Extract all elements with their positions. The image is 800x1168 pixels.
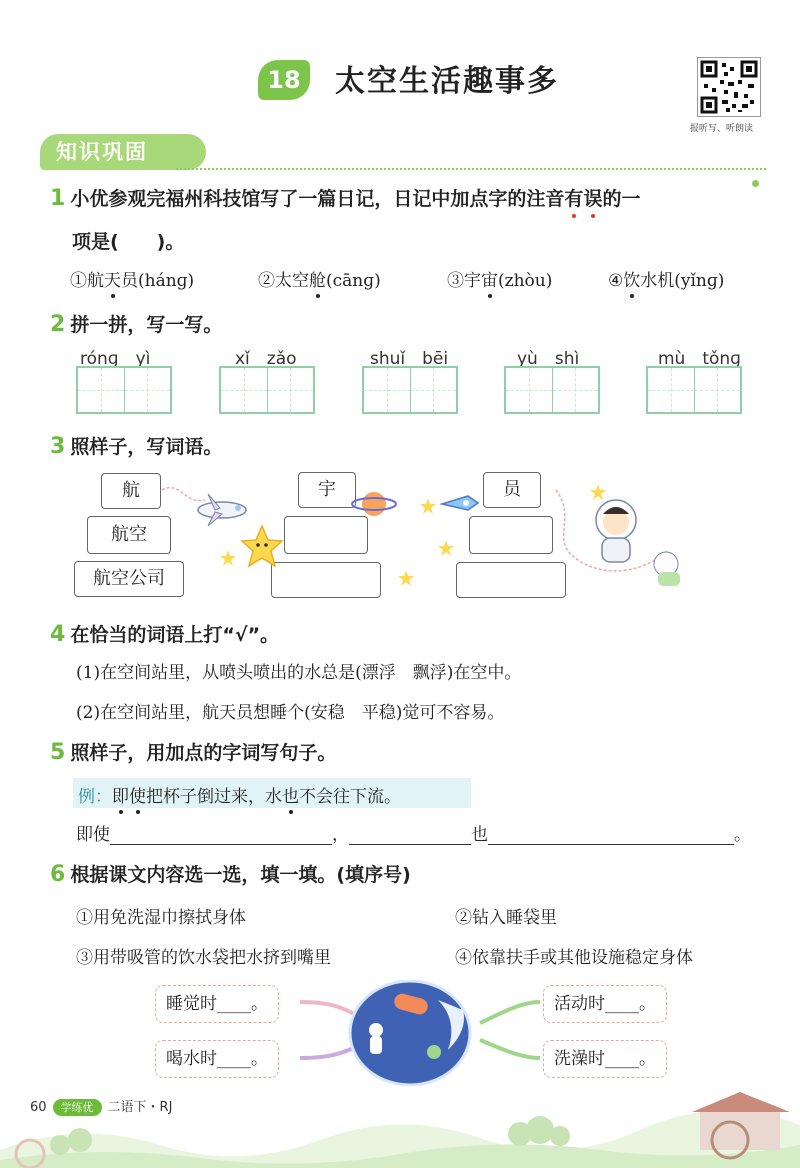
opt2-dot: 舱 — [309, 266, 326, 291]
q5-number: 5 — [50, 740, 66, 765]
q1-text — [70, 188, 640, 210]
word-box-yuan: 员 — [483, 472, 541, 508]
qr-caption: 报听写、听朗读 — [690, 124, 754, 134]
q1-number: 1 — [50, 186, 66, 211]
opt3-dot: 宙 — [481, 266, 498, 291]
fill-start: 即使 — [76, 825, 110, 845]
divider-dot — [752, 180, 759, 187]
blank-line[interactable] — [110, 826, 332, 845]
q4-heading — [50, 620, 279, 647]
example-mid: 把杯子倒过来，水 — [146, 787, 282, 807]
q4-item-2[interactable]: (2)在空间站里，航天员想睡个(安稳 平稳)觉可不容易。 — [76, 703, 505, 723]
q5-text: 照样子，用加点的字词写句子。 — [70, 742, 337, 764]
q6-option-4: ④依靠扶手或其他设施稳定身体 — [455, 948, 693, 968]
opt3-post: (zhòu) — [498, 271, 553, 291]
footer-info — [30, 1096, 172, 1116]
opt1-dot: 天 — [104, 266, 121, 291]
opt4-pre: ④ — [608, 271, 624, 291]
qr-code[interactable] — [697, 57, 761, 117]
q5-fill-line — [76, 820, 751, 845]
q2-pinyin-5: mù tǒnɡ — [658, 349, 741, 369]
opt4-dot: 饮 — [623, 266, 640, 291]
example-prefix: 例： — [78, 787, 112, 807]
example-dot-ye: 也 — [282, 782, 299, 807]
q6-text: 根据课文内容选一选，填一填。(填序号) — [70, 864, 411, 886]
q4-text: 在恰当的词语上打“√”。 — [70, 624, 280, 646]
q1-text-a: 小优参观完福州科技馆写了一篇日记，日记中加点字的注音 — [70, 188, 565, 210]
q6-option-1: ①用免洗湿巾擦拭身体 — [76, 908, 246, 928]
fill-mid: 也 — [471, 825, 488, 845]
activity-box[interactable]: 活动时____。 — [543, 985, 667, 1023]
q6-option-2: ②钻入睡袋里 — [455, 908, 557, 928]
word-box-hangkong: 航空 — [87, 516, 171, 554]
sleep-box[interactable]: 睡觉时____。 — [155, 985, 279, 1023]
word-box-hang: 航 — [101, 473, 161, 509]
bath-box[interactable]: 洗澡时____。 — [543, 1040, 667, 1078]
q1-dot-wu: 误 — [583, 184, 602, 211]
drink-box[interactable]: 喝水时____。 — [155, 1040, 279, 1078]
example-dot-ji: 即 — [112, 782, 129, 807]
fill-end: 。 — [734, 825, 751, 845]
blank-line[interactable] — [349, 826, 471, 845]
q1-text-b: 的一 — [602, 188, 641, 210]
q5-heading — [50, 738, 336, 765]
word-box-yu: 宇 — [298, 472, 356, 508]
word-box-hangkonggongsi: 航空公司 — [74, 561, 184, 597]
q1-option-2[interactable] — [258, 266, 381, 291]
q2-pinyin-3: shuǐ bēi — [370, 349, 449, 369]
course-label: 二语下・RJ — [107, 1100, 173, 1115]
q2-number: 2 — [50, 312, 66, 337]
writing-grid[interactable] — [76, 366, 172, 414]
space-scene-icon — [348, 980, 472, 1086]
blank-line[interactable] — [488, 826, 734, 845]
q6-number: 6 — [50, 862, 66, 887]
q1-line2: 项是( )。 — [72, 231, 185, 253]
q6-option-3: ③用带吸管的饮水袋把水挤到嘴里 — [76, 948, 331, 968]
q4-item-1[interactable]: (1)在空间站里，从喷头喷出的水总是(漂浮 飘浮)在空中。 — [76, 663, 522, 683]
writing-grid[interactable] — [646, 366, 742, 414]
q1-option-1[interactable] — [70, 266, 194, 291]
page-title: 太空生活趣事多 — [335, 64, 559, 99]
star-decorations — [188, 470, 788, 610]
opt2-pre: ②太空 — [258, 271, 309, 291]
example-suffix: 不会往下流。 — [299, 787, 401, 807]
q5-example — [78, 782, 401, 807]
section-header: 知识巩固 — [40, 134, 206, 170]
q3-number: 3 — [50, 434, 66, 459]
writing-grid[interactable] — [504, 366, 600, 414]
q2-text: 拼一拼，写一写。 — [70, 314, 223, 336]
q2-heading — [50, 310, 222, 337]
q1-option-3[interactable] — [447, 266, 552, 291]
opt1-post: 员(hánɡ) — [121, 271, 195, 291]
lesson-number-badge: 18 — [258, 60, 310, 100]
opt3-pre: ③宇 — [447, 271, 481, 291]
q3-heading — [50, 432, 222, 459]
q4-number: 4 — [50, 622, 66, 647]
opt1-pre: ①航 — [70, 271, 104, 291]
q2-pinyin-4: yù shì — [517, 349, 580, 369]
brand-badge: 学练优 — [53, 1099, 102, 1116]
q1-line1 — [50, 184, 640, 211]
writing-grid[interactable] — [219, 366, 315, 414]
section-divider — [176, 168, 766, 170]
writing-grid[interactable] — [362, 366, 458, 414]
page-number: 60 — [30, 1100, 47, 1115]
fill-comma: ， — [332, 825, 349, 845]
q6-heading — [50, 860, 411, 887]
opt2-post: (cānɡ) — [326, 271, 381, 291]
q2-pinyin-1: rónɡ yì — [80, 349, 151, 369]
q1-option-4[interactable] — [608, 266, 724, 291]
opt4-post: 水机(yǐnɡ) — [640, 271, 725, 291]
q2-pinyin-2: xǐ zǎo — [235, 349, 297, 369]
example-dot-shi: 使 — [129, 782, 146, 807]
q3-text: 照样子，写词语。 — [70, 436, 223, 458]
q1-dot-you: 有 — [564, 184, 583, 211]
